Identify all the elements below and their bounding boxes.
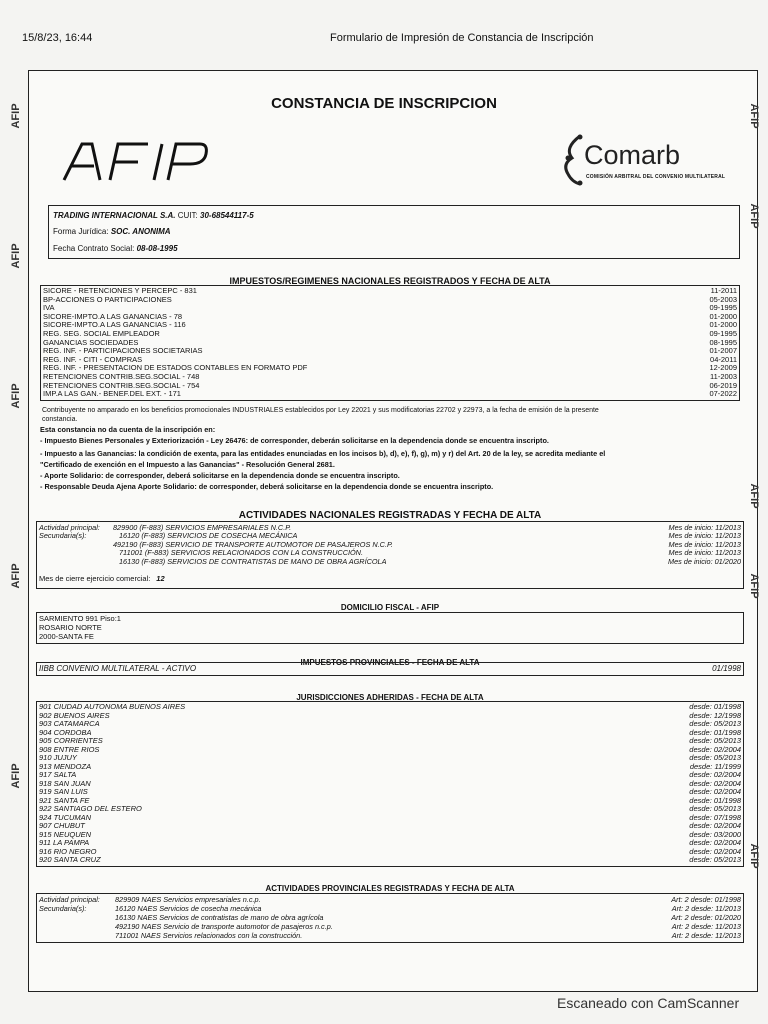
act-prov-date: Art: 2 desde: 11/2013 [671, 904, 741, 913]
print-title: Formulario de Impresión de Constancia de Inscripción [330, 32, 594, 44]
fecha-label: Fecha Contrato Social: [53, 244, 135, 253]
impuesto-name: RETENCIONES CONTRIB.SEG.SOCIAL - 754 [43, 380, 200, 390]
actividad-date: Mes de inicio: 11/2013 [668, 523, 741, 532]
domicilio-title: DOMICILIO FISCAL - AFIP [340, 603, 440, 612]
jurisdiccion-row [39, 805, 741, 813]
jurisdiccion-date: desde: 02/2004 [689, 838, 741, 847]
actividad-desc: 711001 (F-883) SERVICIOS RELACIONADOS CON LA CONSTRUCCIÓN. [119, 548, 363, 558]
act-prov-desc: 711001 NAES Servicios relacionados con la construcción. [115, 931, 303, 940]
jurisdiccion-name: 920 SANTA CRUZ [39, 855, 101, 864]
impuesto-name: REG. INF. - PARTICIPACIONES SOCIETARIAS [43, 346, 203, 356]
jurisdiccion-date: desde: 05/2013 [689, 719, 741, 728]
impuesto-name: SICORE-IMPTO.A LAS GANANCIAS - 78 [43, 311, 183, 321]
impuesto-row [43, 296, 737, 304]
actividad-date: Mes de inicio: 11/2013 [668, 539, 741, 549]
jurisdiccion-date: desde: 02/2004 [689, 821, 741, 830]
watermark-text: AFIP [10, 763, 22, 789]
jurisdiccion-date: desde: 02/2004 [689, 787, 741, 796]
impuesto-name: SICORE - RETENCIONES Y PERCEPC - 831 [43, 286, 197, 295]
jurisdiccion-name: 919 SAN LUIS [39, 787, 88, 796]
jurisdiccion-name: 903 CATAMARCA [39, 719, 100, 728]
jurisdiccion-name: 918 SAN JUAN [39, 778, 91, 788]
jurisdiccion-date: desde: 11/1999 [689, 761, 741, 771]
impuesto-date: 08-1995 [709, 337, 737, 347]
jurisdiccion-name: 907 CHUBUT [39, 821, 85, 830]
imp-prov-name: IIBB CONVENIO MULTILATERAL - ACTIVO [39, 664, 197, 673]
act-prov-row [39, 913, 741, 922]
jurisdiccion-date: desde: 01/1998 [689, 702, 741, 711]
impuesto-name: IMP.A LAS GAN.- BENEF.DEL EXT. - 171 [43, 389, 181, 399]
jurisdiccion-row [39, 737, 741, 745]
imp-prov-date: 01/1998 [712, 664, 741, 673]
print-datetime: 15/8/23, 16:44 [22, 32, 93, 44]
watermark-text: AFIP [10, 563, 22, 589]
jurisdiccion-name: 910 JUJUY [39, 753, 77, 762]
actividad-desc: 16130 (F-883) SERVICIOS DE CONTRATISTAS DE MANO DE OBRA AGRÍCOLA [119, 556, 387, 566]
impuestos-title: IMPUESTOS/REGIMENES NACIONALES REGISTRADOS Y FECHA DE ALTA [229, 276, 551, 286]
comarb-subtitle: COMISIÓN ARBITRAL DEL CONVENIO MULTILATERAL [586, 174, 726, 180]
impuesto-date: 12-2009 [709, 363, 737, 373]
jurisdiccion-date: desde: 01/1998 [689, 727, 741, 737]
jurisdiccion-row [39, 763, 741, 771]
note-line: Esta constancia no da cuenta de la inscripción en: [40, 425, 216, 434]
act-prov-label: Actividad principal: [39, 895, 100, 904]
note-line: - Impuesto Bienes Personales y Exteriorización - Ley 26476: de corresponder, deberán solicitarse en la dependencia donde se encuentra inscripto. [40, 436, 549, 445]
domicilio-line: SARMIENTO 991 Piso:1 [39, 614, 121, 623]
afip-logo [60, 138, 210, 183]
forma-value: SOC. ANONIMA [110, 227, 171, 236]
impuesto-date: 09-1995 [709, 329, 737, 338]
impuesto-date: 11-2003 [710, 372, 737, 381]
comarb-name: Comarb [584, 140, 681, 170]
impuesto-name: REG. INF. - PRESENTACION DE ESTADOS CONTABLES EN FORMATO PDF [43, 363, 308, 373]
jurisdiccion-name: 913 MENDOZA [39, 761, 92, 771]
jurisdiccion-date: desde: 05/2013 [689, 804, 741, 813]
jurisdicciones-title: JURISDICCIONES ADHERIDAS - FECHA DE ALTA [296, 693, 484, 702]
impuesto-row [43, 390, 737, 398]
fecha-value: 08-08-1995 [136, 244, 178, 253]
impuestos-note-2 [42, 415, 766, 424]
watermark-text: AFIP [748, 573, 760, 599]
jurisdiccion-row [39, 720, 741, 728]
act-prov-row [39, 931, 741, 940]
jurisdiccion-row [39, 831, 741, 839]
jurisdiccion-row [39, 856, 741, 864]
jurisdiccion-name: 908 ENTRE RIOS [39, 744, 100, 754]
jurisdiccion-date: desde: 05/2013 [689, 855, 741, 864]
impuesto-date: 01-2007 [709, 346, 737, 356]
domicilio-box [36, 612, 744, 644]
jurisdiccion-date: desde: 12/1998 [689, 710, 741, 720]
impuesto-date: 06-2019 [709, 380, 737, 390]
actividad-label: Secundaria(s): [39, 531, 87, 541]
impuesto-row [43, 347, 737, 355]
act-prov-box [36, 893, 744, 943]
act-prov-row [39, 922, 741, 931]
jurisdicciones-box [36, 701, 744, 867]
impuestos-box [40, 285, 740, 401]
actividad-date: Mes de inicio: 11/2013 [668, 531, 741, 541]
impuesto-date: 04-2011 [710, 354, 737, 364]
act-prov-desc: 829909 NAES Servicios empresariales n.c.p. [115, 895, 261, 904]
taxpayer-name: TRADING INTERNACIONAL S.A. [53, 211, 176, 220]
jurisdiccion-name: 917 SALTA [39, 770, 77, 779]
jurisdiccion-row [39, 848, 741, 856]
act-nac-box [36, 521, 744, 589]
actividad-label: Actividad principal: [39, 523, 100, 532]
act-prov-label: Secundaria(s): [39, 904, 87, 913]
jurisdiccion-name: 911 LA PAMPA [39, 838, 90, 847]
impuestos-note [42, 406, 766, 415]
act-prov-date: Art: 2 desde: 11/2013 [671, 922, 741, 931]
jurisdiccion-row [39, 729, 741, 737]
impuesto-date: 11-2011 [710, 286, 737, 295]
act-prov-date: Art: 2 desde: 11/2013 [671, 931, 741, 940]
jurisdiccion-row [39, 703, 741, 711]
jurisdiccion-date: desde: 02/2004 [689, 744, 741, 754]
jurisdiccion-row [39, 754, 741, 762]
note-line: - Impuesto a las Ganancias: la condición de exenta, para las entidades enunciadas en los incisos b), d), e), f), g), m) y r) del Art. 20 de la ley, se acredita mediante el [40, 449, 606, 458]
act-prov-desc: 16130 NAES Servicios de contratistas de mano de obra agrícola [115, 913, 324, 922]
actividad-desc: 492190 (F-883) SERVICIO DE TRANSPORTE AUTOMOTOR DE PASAJEROS N.C.P. [113, 539, 393, 549]
actividad-row [39, 557, 741, 566]
imp-prov-box [36, 662, 744, 676]
note-line: - Responsable Deuda Ajena Aporte Solidario: de corresponder, deberá solicitarse en la dependencia donde se encuentra inscripto. [40, 482, 494, 491]
act-prov-date: Art: 2 desde: 01/1998 [671, 895, 741, 904]
jurisdiccion-date: desde: 01/1998 [689, 795, 741, 805]
print-header [0, 30, 768, 50]
document-title: CONSTANCIA DE INSCRIPCION [271, 95, 497, 112]
actividad-desc: 829900 (F-883) SERVICIOS EMPRESARIALES N.C.P. [113, 523, 292, 532]
jurisdiccion-name: 921 SANTA FE [39, 795, 90, 805]
impuesto-row [43, 330, 737, 338]
impuesto-date: 09-1995 [709, 303, 737, 313]
actividad-desc: 16120 (F-883) SERVICIOS DE COSECHA MECÁNICA [119, 531, 298, 541]
taxpayer-box [48, 205, 740, 259]
cierre-value: 12 [156, 574, 165, 583]
note-line: Contribuyente no amparado en los beneficios promocionales INDUSTRIALES establecidos por Ley 22021 y sus modificatorias 22702 y 22973, a la fecha de emisión de la presente [42, 407, 599, 414]
impuesto-name: REG. INF. - CITI - COMPRAS [43, 354, 143, 364]
right-watermark [742, 70, 764, 990]
jurisdiccion-row [39, 788, 741, 796]
impuesto-date: 07-2022 [709, 389, 737, 399]
actividad-date: Mes de inicio: 11/2013 [668, 548, 741, 558]
watermark-text: AFIP [748, 203, 760, 229]
jurisdiccion-name: 905 CORRIENTES [39, 736, 103, 745]
impuesto-name: IVA [43, 303, 55, 313]
impuesto-name: GANANCIAS SOCIEDADES [43, 337, 139, 347]
jurisdiccion-name: 902 BUENOS AIRES [39, 710, 110, 720]
jurisdiccion-row [39, 780, 741, 788]
note-line: constancia. [42, 416, 78, 423]
jurisdiccion-date: desde: 02/2004 [689, 778, 741, 788]
watermark-text: AFIP [748, 103, 760, 129]
comarb-logo [560, 130, 740, 190]
jurisdiccion-row [39, 822, 741, 830]
act-prov-title: ACTIVIDADES PROVINCIALES REGISTRADAS Y FECHA DE ALTA [265, 884, 515, 893]
forma-label: Forma Jurídica: [53, 227, 109, 236]
jurisdiccion-row [39, 814, 741, 822]
act-prov-row [39, 904, 741, 913]
cierre-row [39, 574, 741, 583]
watermark-text: AFIP [10, 383, 22, 409]
impuesto-name: SICORE-IMPTO.A LAS GANANCIAS - 116 [43, 320, 186, 330]
act-prov-date: Art: 2 desde: 01/2020 [671, 913, 741, 922]
domicilio-line: ROSARIO NORTE [39, 623, 102, 632]
cuit-value: 30-68544117-5 [200, 211, 254, 220]
jurisdiccion-name: 916 RIO NEGRO [39, 846, 97, 856]
jurisdiccion-date: desde: 03/2000 [689, 829, 741, 839]
impuesto-date: 05-2003 [709, 294, 737, 304]
impuesto-date: 01-2000 [709, 311, 737, 321]
note-line: - Aporte Solidario: de corresponder, deberá solicitarse en la dependencia donde se encuentra inscripto. [40, 471, 400, 480]
jurisdiccion-row [39, 712, 741, 720]
jurisdiccion-date: desde: 07/1998 [689, 812, 741, 822]
actividad-date: Mes de inicio: 01/2020 [667, 556, 741, 566]
left-watermark [4, 70, 26, 990]
jurisdiccion-name: 901 CIUDAD AUTONOMA BUENOS AIRES [39, 702, 186, 711]
act-prov-desc: 16120 NAES Servicios de cosecha mecánica [115, 904, 262, 913]
watermark-text: AFIP [10, 103, 22, 129]
jurisdiccion-name: 922 SANTIAGO DEL ESTERO [39, 804, 142, 813]
jurisdiccion-name: 924 TUCUMAN [39, 812, 92, 822]
act-nac-title: ACTIVIDADES NACIONALES REGISTRADAS Y FECHA DE ALTA [238, 510, 542, 521]
camscanner-footer: Escaneado con CamScanner [557, 995, 740, 1011]
act-prov-row [39, 895, 741, 904]
jurisdiccion-date: desde: 02/2004 [689, 846, 741, 856]
cierre-label: Mes de cierre ejercicio comercial: [39, 574, 151, 583]
jurisdiccion-row [39, 746, 741, 754]
jurisdiccion-row [39, 797, 741, 805]
impuesto-date: 01-2000 [709, 320, 737, 330]
imp-prov-title: IMPUESTOS PROVINCIALES - FECHA DE ALTA [300, 658, 480, 667]
impuesto-name: BP-ACCIONES O PARTICIPACIONES [43, 294, 172, 304]
jurisdiccion-date: desde: 05/2013 [689, 753, 741, 762]
watermark-text: AFIP [748, 843, 760, 869]
jurisdiccion-date: desde: 02/2004 [689, 770, 741, 779]
watermark-text: AFIP [10, 243, 22, 269]
domicilio-line: 2000-SANTA FE [39, 632, 94, 641]
act-prov-desc: 492190 NAES Servicio de transporte automotor de pasajeros n.c.p. [115, 922, 333, 931]
jurisdiccion-name: 915 NEUQUEN [39, 829, 92, 839]
watermark-text: AFIP [748, 483, 760, 509]
jurisdiccion-date: desde: 05/2013 [689, 736, 741, 745]
jurisdiccion-row [39, 839, 741, 847]
jurisdiccion-row [39, 771, 741, 779]
cuit-label: CUIT: [177, 211, 198, 220]
note-line: "Certificado de exención en el Impuesto a las Ganancias" - Resolución General 2681. [40, 460, 335, 469]
impuesto-name: REG. SEG. SOCIAL EMPLEADOR [43, 329, 160, 338]
impuesto-name: RETENCIONES CONTRIB.SEG.SOCIAL - 748 [43, 372, 200, 381]
jurisdiccion-name: 904 CORDOBA [39, 727, 92, 737]
